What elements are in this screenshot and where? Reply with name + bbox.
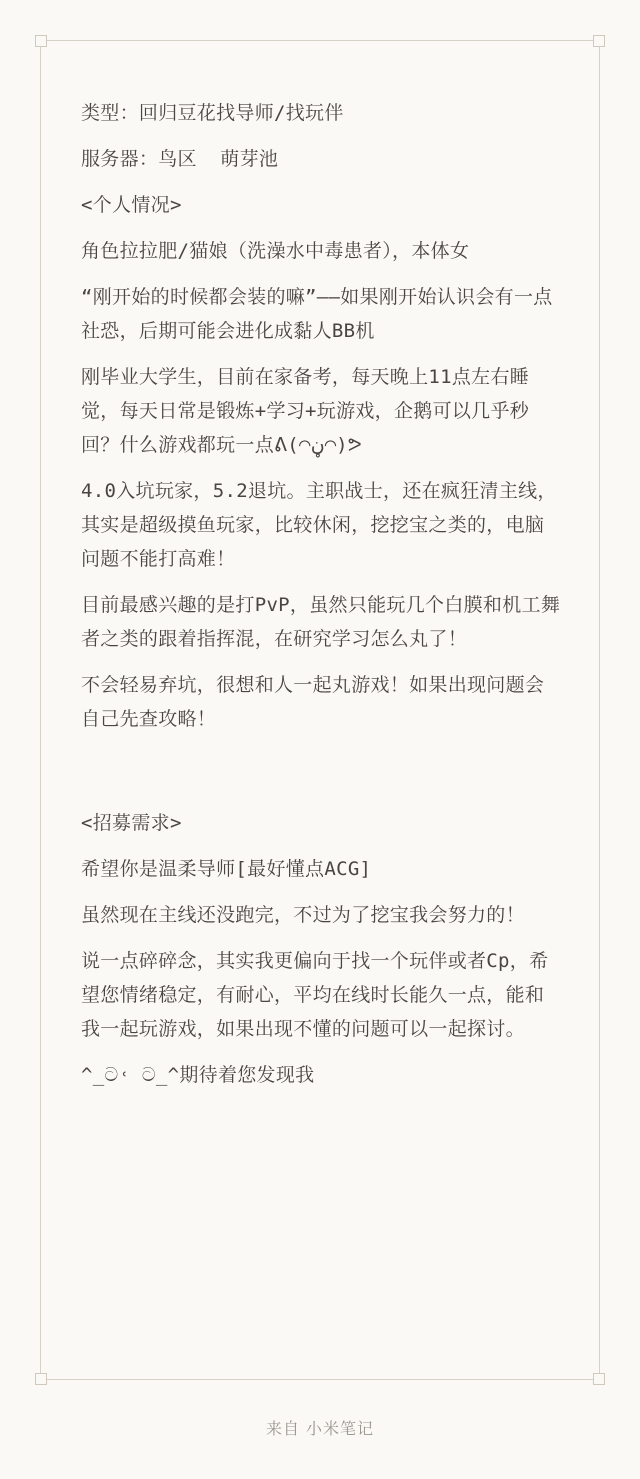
corner-ornament xyxy=(35,35,47,47)
corner-ornament xyxy=(35,1373,47,1385)
paragraph: 刚毕业大学生，目前在家备考，每天晚上11点左右睡觉，每天日常是锻炼+学习+玩游戏，企鹅可以几乎秒回？什么游戏都玩一点ᕕ(◠ڼ◠)ᕗ xyxy=(81,366,530,456)
paragraph: 希望你是温柔导师[最好懂点ACG] xyxy=(81,858,372,880)
paragraph: 角色拉拉肥/猫娘（洗澡水中毒患者），本体女 xyxy=(81,240,470,262)
paragraph: “刚开始的时候都会装的嘛”——如果刚开始认识会有一点社恐，后期可能会进化成黏人BB机 xyxy=(81,286,553,342)
corner-ornament xyxy=(593,35,605,47)
paragraph: 虽然现在主线还没跑完，不过为了挖宝我会努力的！ xyxy=(81,904,525,926)
paragraph: 4.0入坑玩家，5.2退坑。主职战士，还在疯狂清主线，其实是超级摸鱼玩家，比较休闲，挖挖宝之类的，电脑问题不能打高难！ xyxy=(81,480,557,570)
blank-line xyxy=(81,748,563,806)
paragraph: 不会轻易弃坑，很想和人一起丸游戏！如果出现问题会自己先查攻略！ xyxy=(81,674,545,730)
type-line: 类型：回归豆花找导师/找玩伴 xyxy=(81,102,344,124)
section-heading-recruit: <招募需求> xyxy=(81,812,182,834)
source-footer: 来自 小米笔记 xyxy=(265,1419,375,1438)
server-line: 服务器：鸟区 萌芽池 xyxy=(81,148,279,170)
paragraph: 目前最感兴趣的是打PvP，虽然只能玩几个白膜和机工舞者之类的跟着指挥混，在研究学习怎么丸了！ xyxy=(81,594,561,650)
paragraph: ^_ට˓ ට_^期待着您发现我 xyxy=(81,1064,315,1086)
section-heading-personal: <个人情况> xyxy=(81,194,182,216)
corner-ornament xyxy=(593,1373,605,1385)
paragraph: 说一点碎碎念，其实我更偏向于找一个玩伴或者Cp，希望您情绪稳定，有耐心，平均在线时长能久一点，能和我一起玩游戏，如果出现不懂的问题可以一起探讨。 xyxy=(81,950,549,1040)
note-content xyxy=(81,96,563,1104)
note-card xyxy=(40,40,600,1380)
